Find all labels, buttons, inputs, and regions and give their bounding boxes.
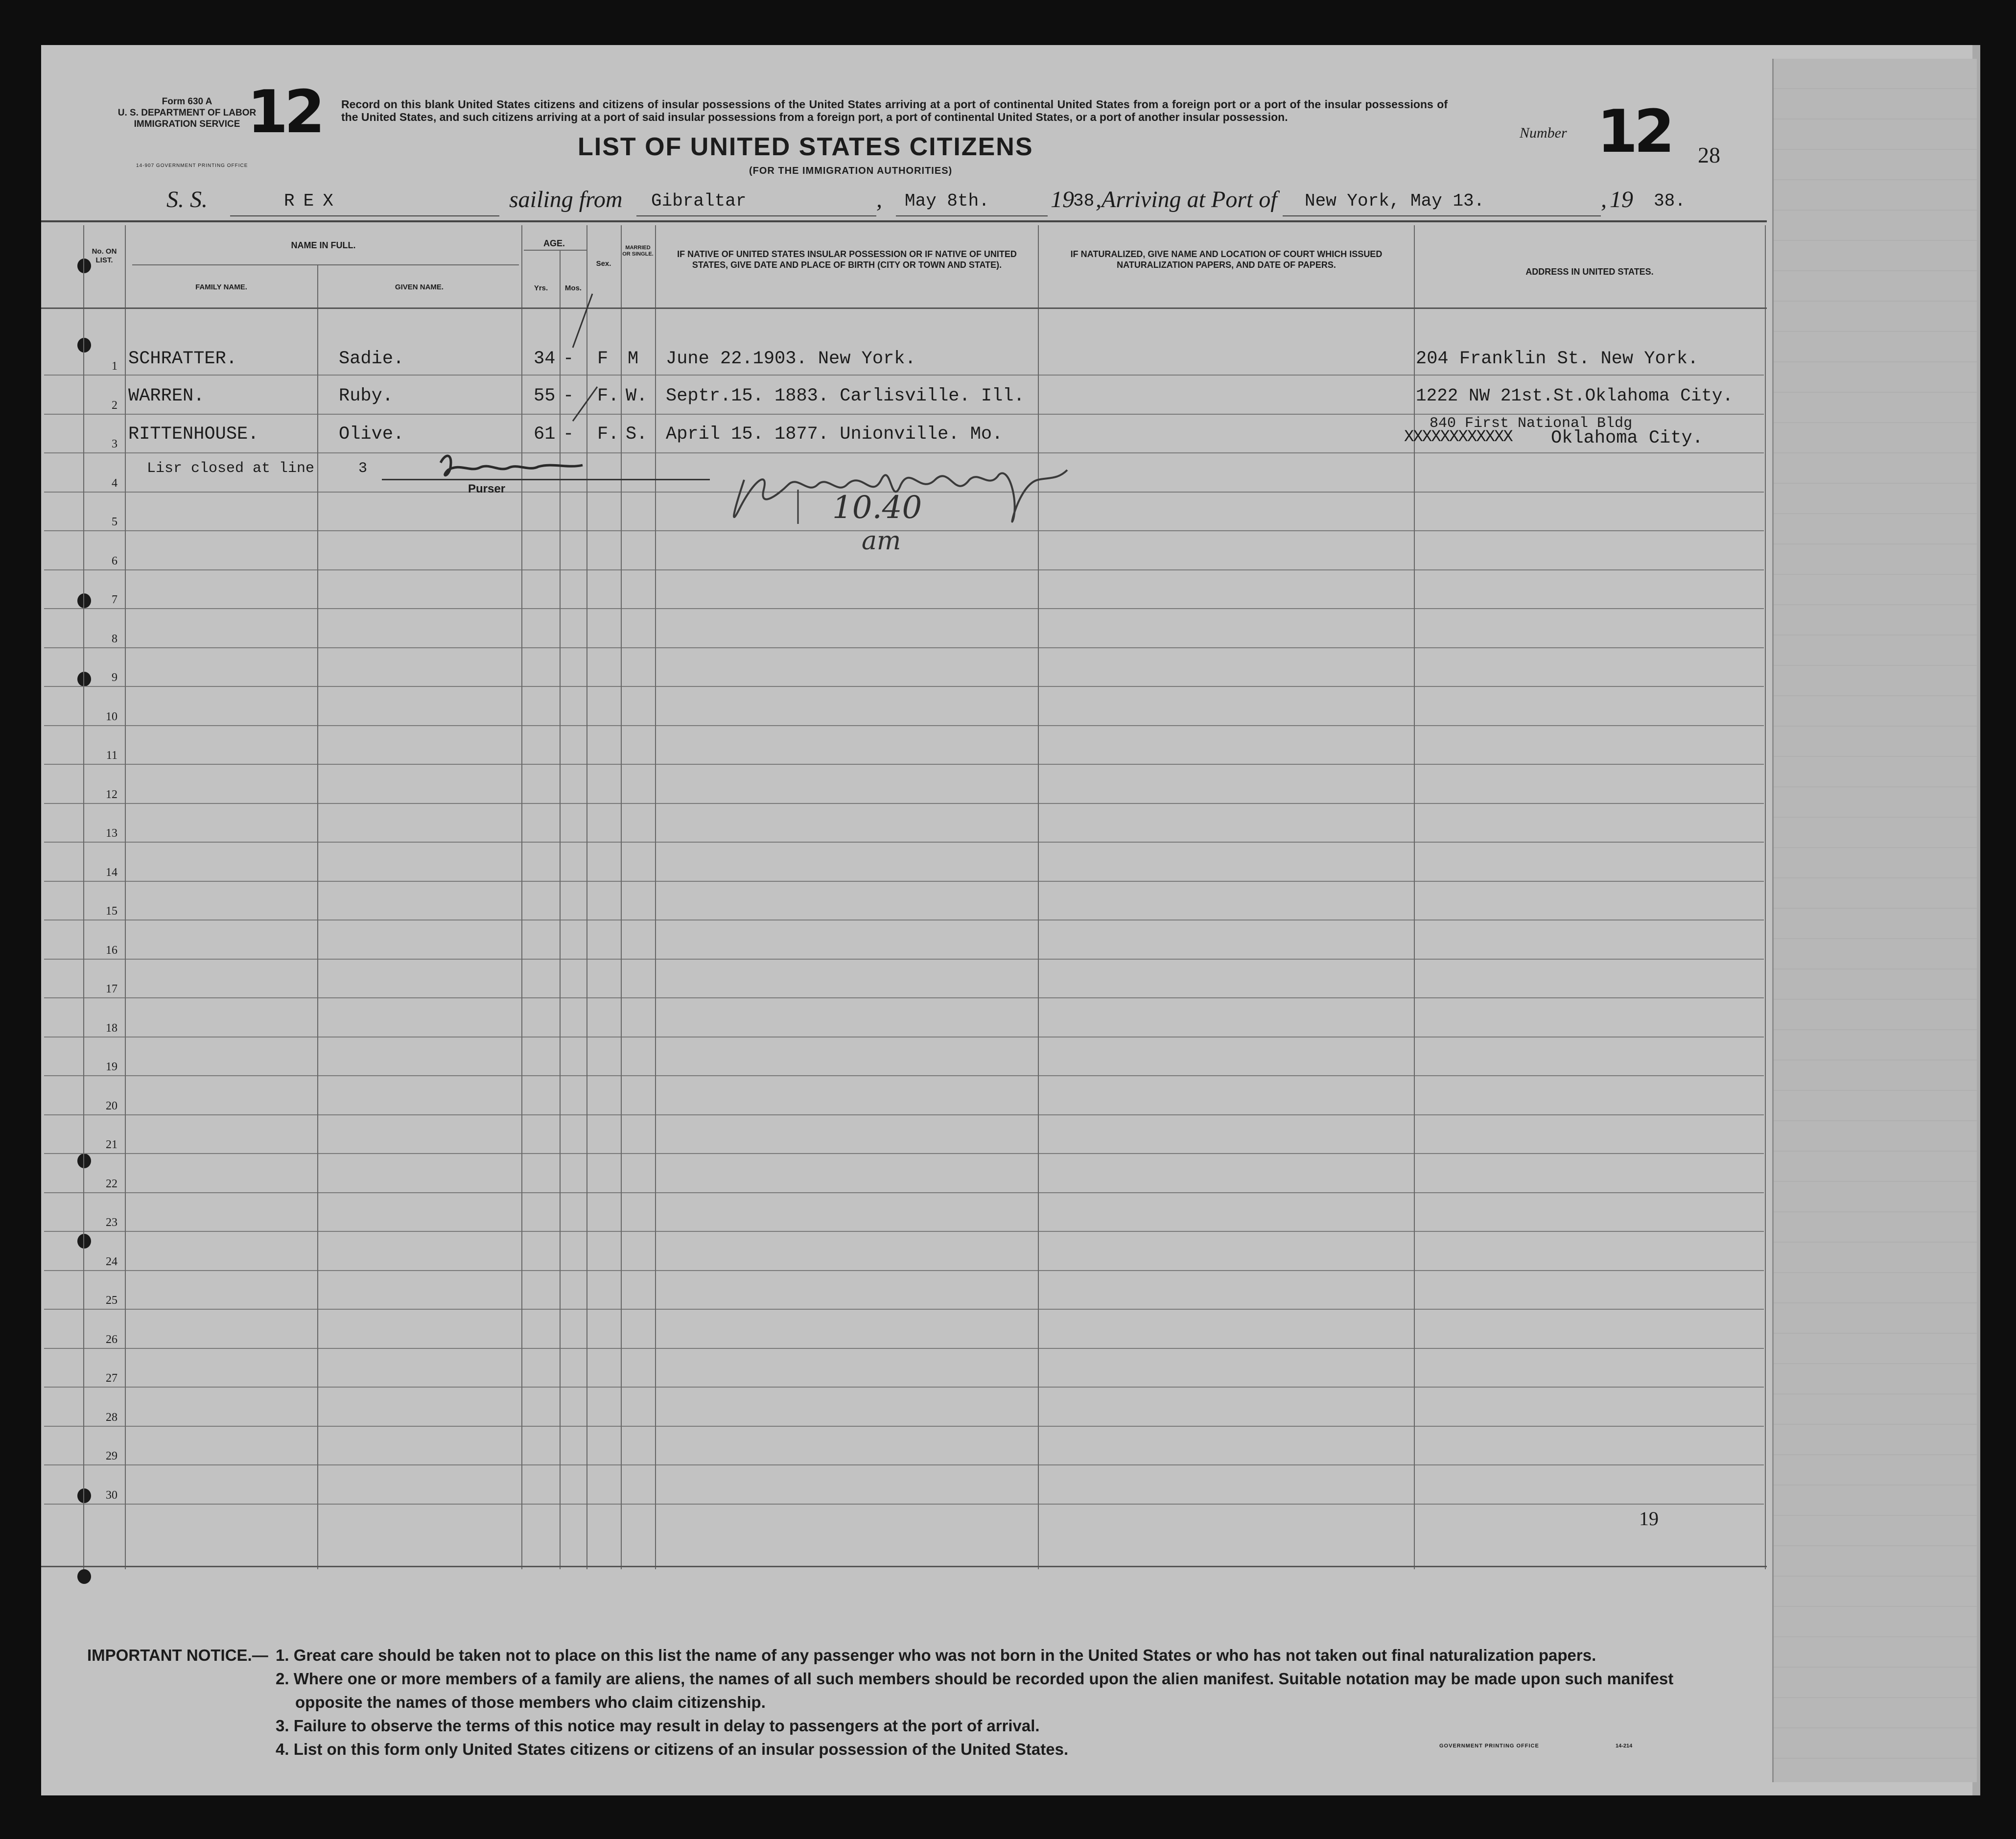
row-rule (44, 803, 1764, 804)
line-number: 11 (106, 749, 117, 762)
bottom-number: 19 (1639, 1508, 1659, 1530)
row-rule (44, 1153, 1764, 1154)
row3-address-line1: 840 First National Bldg (1430, 415, 1633, 432)
row-rule (44, 647, 1764, 648)
row1-family-name: SCHRATTER. (128, 349, 237, 369)
line-number: 13 (106, 827, 117, 840)
row3-sex: F. (597, 424, 619, 445)
row-rule (44, 1387, 1764, 1388)
binder-hole (77, 1569, 91, 1584)
row-rule (44, 1504, 1764, 1505)
line-number: 9 (112, 671, 117, 684)
line-number: 18 (106, 1021, 117, 1035)
row2-age-months: - (563, 386, 574, 406)
line-number: 15 (106, 905, 117, 918)
line-number: 7 (112, 593, 117, 606)
row3-age-months: - (563, 424, 574, 445)
form-line: Form 630 A (162, 96, 212, 107)
line-number: 24 (106, 1255, 117, 1268)
line-number: 30 (106, 1488, 117, 1502)
arrival-year: 38. (1654, 191, 1686, 211)
row-rule (44, 569, 1764, 570)
row2-married: W. (626, 386, 648, 406)
line-number: 29 (106, 1450, 117, 1462)
header-given-name: GIVEN NAME. (395, 283, 444, 291)
row-rule (44, 1270, 1764, 1271)
row-rule (44, 686, 1764, 687)
row1-given-name: Sadie. (339, 349, 404, 369)
row-rule (44, 608, 1764, 609)
depart-date: May 8th. (905, 191, 989, 211)
header-yrs: Yrs. (534, 284, 548, 292)
header-sex: Sex. (596, 259, 611, 268)
notice-item: 3. Failure to observe the terms of this notice may result in delay to passengers at the port of arrival. (276, 1717, 1040, 1735)
row3-address-overtyped: XXXXXXXXXXXX (1404, 428, 1512, 447)
line-number: 4 (112, 476, 117, 490)
stamped-form-number: 12 (247, 78, 321, 146)
underlying-page-edge (1772, 59, 1977, 1782)
line-number: 27 (106, 1372, 117, 1385)
row-rule (44, 881, 1764, 882)
ss-label: S. S. (166, 187, 208, 212)
line-number: 14 (106, 866, 117, 879)
row3-family-name: RITTENHOUSE. (128, 424, 259, 445)
row-rule (44, 1348, 1764, 1349)
row2-birth: Septr.15. 1883. Carlisville. Ill. (666, 386, 1025, 406)
row-rule (44, 725, 1764, 726)
depart-year: 38 (1073, 191, 1095, 211)
check-strokes (563, 289, 607, 441)
list-closed-text: Lisr closed at line (147, 460, 315, 477)
page-subtitle: (FOR THE IMMIGRATION AUTHORITIES) (749, 165, 953, 176)
row-rule (44, 764, 1764, 765)
row2-address: 1222 NW 21st.St.Oklahoma City. (1416, 386, 1734, 406)
row-rule (44, 1309, 1764, 1310)
row1-married: M (628, 349, 639, 369)
stamped-list-number: 12 (1597, 98, 1671, 166)
ship-name: REX (284, 191, 342, 211)
arriving-label: Arriving at Port of (1102, 187, 1277, 212)
sailing-from-label: sailing from (509, 187, 623, 212)
header-married-or-single: MARRIED OR SINGLE. (622, 245, 654, 257)
year-prefix: 19 (1051, 187, 1074, 212)
inspector-am: am (862, 526, 901, 556)
line-number: 6 (112, 554, 117, 567)
gpo-bottom: GOVERNMENT PRINTING OFFICE (1439, 1743, 1539, 1749)
header-name-in-full: NAME IN FULL. (291, 240, 356, 250)
row2-sex: F. (597, 386, 619, 406)
header-native: IF NATIVE OF UNITED STATES INSULAR POSSESSION OR IF NATIVE OF UNITED STATES, GIVE DATE AND PLACE OF BIRTH (CITY OR TOWN AND STATE). (677, 249, 1017, 270)
row-rule (44, 842, 1764, 843)
gpo-code: 14-907 GOVERNMENT PRINTING OFFICE (136, 163, 248, 168)
row-rule (44, 1231, 1764, 1232)
row3-given-name: Olive. (339, 424, 404, 445)
header-naturalized: IF NATURALIZED, GIVE NAME AND LOCATION OF COURT WHICH ISSUED NATURALIZATION PAPERS, AND DATE OF PAPERS. (1070, 249, 1383, 270)
line-number: 12 (106, 788, 117, 801)
arrival-port-date: New York, May 13. (1305, 191, 1485, 211)
gpo-code-bottom: 14-214 (1616, 1743, 1633, 1749)
line-number: 5 (112, 516, 117, 528)
line-number: 2 (112, 399, 117, 412)
row-rule (44, 959, 1764, 960)
header-family-name: FAMILY NAME. (195, 283, 247, 291)
notice-item: 1. Great care should be taken not to place on this list the name of any passenger who was not born in the United States or who has not taken out final naturalization papers. (276, 1646, 1596, 1664)
line-number: 28 (106, 1411, 117, 1424)
list-closed-line: 3 (358, 460, 368, 477)
form-line: U. S. DEPARTMENT OF LABOR (117, 108, 257, 118)
row-rule (44, 1464, 1764, 1465)
row3-birth: April 15. 1877. Unionville. Mo. (666, 424, 1003, 445)
header-mos: Mos. (564, 284, 582, 292)
row1-birth: June 22.1903. New York. (666, 349, 916, 369)
line-number: 20 (106, 1099, 117, 1112)
form-line: IMMIGRATION SERVICE (134, 119, 240, 129)
notice-item: 4. List on this form only United States citizens or citizens of an insular possession of the United States. (276, 1740, 1069, 1758)
page-number: 28 (1698, 142, 1720, 167)
form-identifier (114, 96, 260, 130)
year-prefix: 19 (1610, 187, 1633, 212)
inspector-time: 10.40 (832, 490, 922, 526)
line-number: 17 (106, 983, 117, 995)
row1-age-years: 34 (534, 349, 556, 369)
line-number: 10 (106, 710, 117, 723)
row1-sex: F (597, 349, 609, 369)
line-number: 22 (106, 1177, 117, 1190)
line-number: 1 (112, 360, 117, 373)
header-address: ADDRESS IN UNITED STATES. (1525, 267, 1654, 277)
line-number: 19 (106, 1061, 117, 1073)
port-from: Gibraltar (651, 191, 747, 211)
line-number: 8 (112, 632, 117, 645)
row1-address: 204 Franklin St. New York. (1416, 349, 1699, 369)
row2-family-name: WARREN. (128, 386, 205, 406)
line-number: 25 (106, 1294, 117, 1307)
line-number: 16 (106, 943, 117, 957)
purser-label: Purser (468, 482, 506, 495)
header-age: AGE. (543, 238, 565, 248)
row3-address-line2: Oklahoma City. (1551, 428, 1703, 448)
line-number: 3 (112, 438, 117, 450)
record-instructions: Record on this blank United States citizens and citizens of insular possessions of the United States arriving at a port of continental United States from a foreign port or a port of the insular possessions of the United States, and such citizens arriving at a port of said insular possessions from a foreign port, a port of continental United States, or a port of another insular possession. (341, 98, 1448, 123)
row-rule (44, 375, 1764, 376)
row-rule (44, 414, 1764, 415)
row-rule (44, 1426, 1764, 1427)
purser-signature (431, 448, 592, 482)
line-number: 23 (106, 1216, 117, 1229)
row3-age-years: 61 (534, 424, 556, 445)
page-title: LIST OF UNITED STATES CITIZENS (578, 133, 1033, 161)
row3-married: S. (626, 424, 648, 445)
row-rule (44, 997, 1764, 998)
row-rule (44, 1192, 1764, 1193)
row1-age-months: - (563, 349, 574, 369)
row-rule (44, 1114, 1764, 1115)
line-number: 21 (106, 1138, 117, 1151)
notice-item: 2. Where one or more members of a family are aliens, the names of all such members should be recorded upon the alien manifest. Suitable notation may be made upon such manifest opposite the names of those members who claim citizenship. (276, 1670, 1674, 1711)
notice-label: IMPORTANT NOTICE.— (87, 1646, 268, 1664)
row2-given-name: Ruby. (339, 386, 394, 406)
line-number: 26 (106, 1333, 117, 1346)
row-rule (44, 1075, 1764, 1076)
number-label: Number (1520, 125, 1567, 141)
row2-age-years: 55 (534, 386, 556, 406)
header-no-on-list: No. ON LIST. (92, 247, 117, 264)
